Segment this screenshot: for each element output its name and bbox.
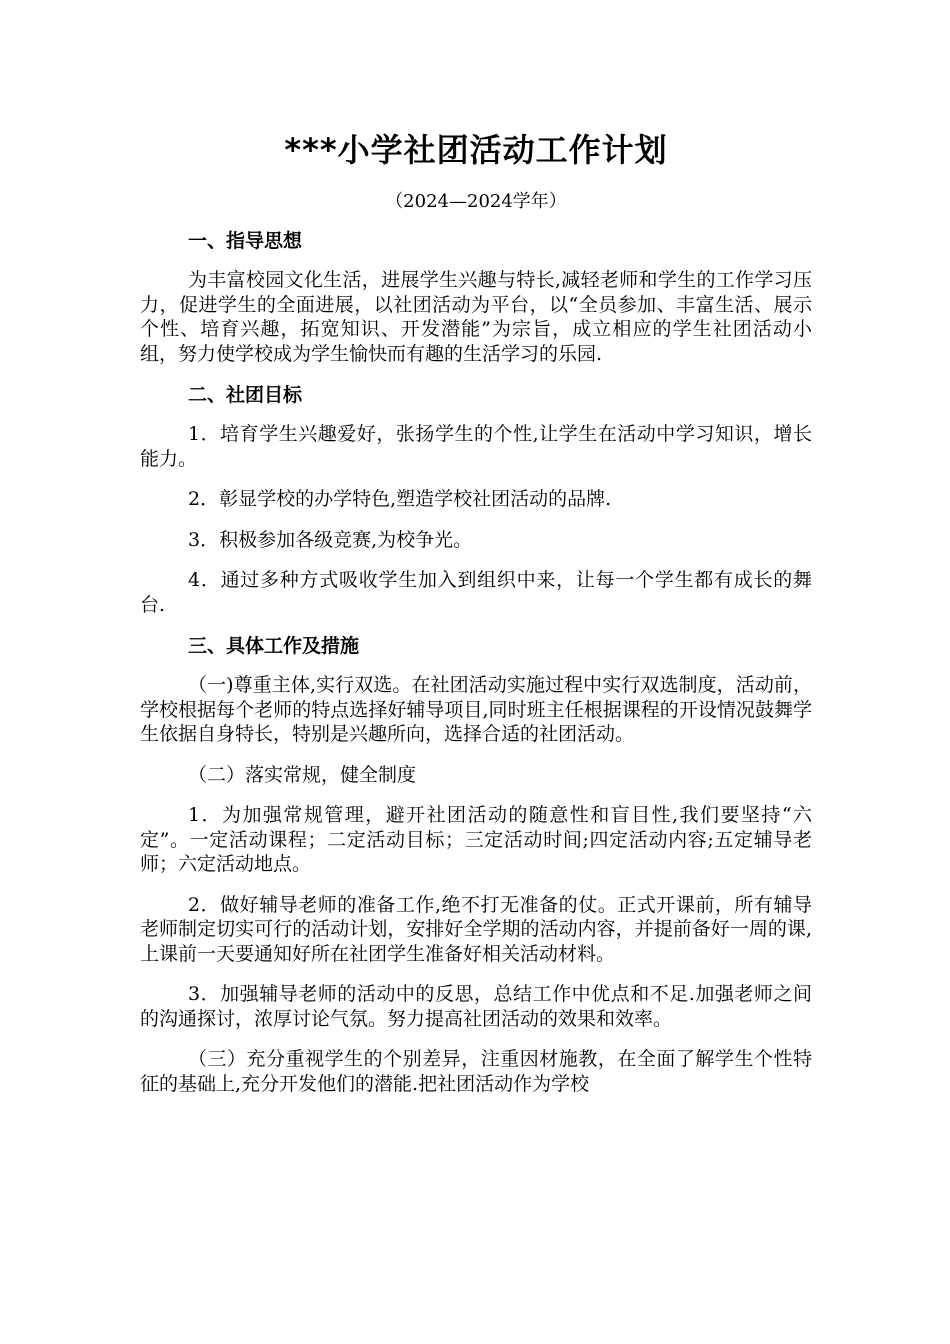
document-page <box>140 128 812 1096</box>
section-heading-club-goals: 二、社团目标 <box>188 384 303 406</box>
document-title: ***小学社团活动工作计划 <box>284 131 668 169</box>
paragraph: 2．做好辅导老师的准备工作,绝不打无准备的仗。正式开课前，所有辅导老师制定切实可行的活动计划，安排好全学期的活动内容，并提前备好一周的课,上课前一天要通知好所在社团学生准备好相关活动材料。 <box>140 893 812 965</box>
paragraph: 3．加强辅导老师的活动中的反思，总结工作中优点和不足.加强老师之间的沟通探讨，浓厚讨论气氛。努力提高社团活动的效果和效率。 <box>140 983 812 1030</box>
paragraph: 1．培育学生兴趣爱好，张扬学生的个性,让学生在活动中学习知识，增长能力。 <box>140 423 812 470</box>
paragraph: 3．积极参加各级竞赛,为校争光。 <box>188 528 473 551</box>
paragraph: 2．彰显学校的办学特色,塑造学校社团活动的品牌. <box>188 488 612 510</box>
paragraph: （三）充分重视学生的个别差异，注重因材施教，在全面了解学生个性特征的基础上,充分开发他们的潜能.把社团活动作为学校 <box>140 1048 812 1095</box>
section-heading-measures: 三、具体工作及措施 <box>188 635 360 657</box>
document-subtitle: （2024—2024学年） <box>385 191 567 212</box>
paragraph: （一)尊重主体,实行双选。在社团活动实施过程中实行双选制度，活动前，学校根据每个老师的特点选择好辅导项目,同时班主任根据课程的开设情况鼓舞学生依据自身特长，特别是兴趣所向，选择合适的社团活动。 <box>140 674 812 745</box>
paragraph: 为丰富校园文化生活，进展学生兴趣与特长,减轻老师和学生的工作学习压力，促进学生的全面进展，以社团活动为平台，以“全员参加、丰富生活、展示个性、培育兴趣，拓宽知识、开发潜能”为宗旨，成立相应的学生社团活动小组，努力使学校成为学生愉快而有趣的生活学习的乐园. <box>140 269 812 365</box>
paragraph: 1．为加强常规管理，避开社团活动的随意性和盲目性,我们要坚持“六定”。一定活动课程；二定活动目标；三定活动时间;四定活动内容;五定辅导老师；六定活动地点。 <box>140 804 812 875</box>
section-heading-guiding-ideology: 一、指导思想 <box>188 230 303 252</box>
paragraph: 4．通过多种方式吸收学生加入到组织中来，让每一个学生都有成长的舞台. <box>140 569 812 616</box>
paragraph: （二）落实常规，健全制度 <box>188 763 417 786</box>
